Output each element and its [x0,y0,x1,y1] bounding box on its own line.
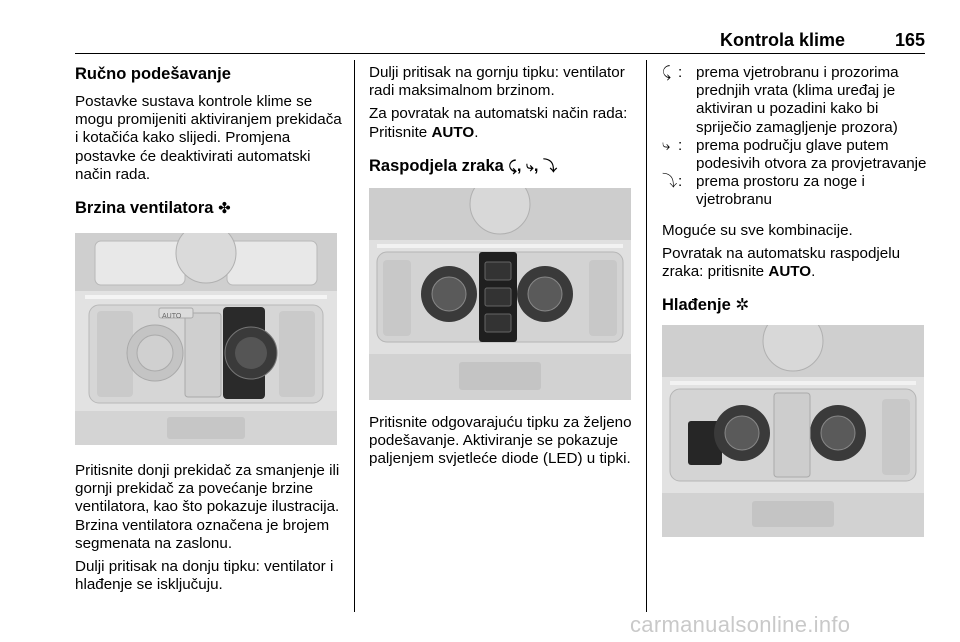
column-3 [662,64,927,537]
section-heading-air-distribution: Raspodjela zraka ⤹, ⤷, ⤵ [369,156,557,175]
page-number: 165 [894,30,925,50]
column-divider [354,60,355,612]
list-colon: : [678,64,683,81]
foot-airflow-icon: ⤵ [662,173,678,191]
air-distribution-illustration [369,188,631,400]
auto-distribution-paragraph: Povratak na automatsku raspodjelu zraka: pritisnite AUTO. [662,244,901,281]
page-header [75,30,925,54]
list-item [662,64,927,137]
watermark: carmanualsonline.info [630,612,851,637]
list-colon: : [678,173,683,191]
column-1 [75,64,345,594]
list-item [662,137,927,173]
intro-paragraph: Postavke sustava kontrole klime se mogu promijeniti aktiviranjem prekidača i kotačića kako slijedi. Promjena postavke će deaktivirati automatski način rada. [75,93,342,183]
head-airflow-icon: ⤷ [662,136,671,154]
column-divider [646,60,647,612]
header-title: Kontrola klime [719,30,845,50]
list-item-text: prema prostoru za noge i vjetrobranu [696,173,865,209]
windscreen-airflow-icon: ⤹ [508,157,517,174]
list-item [662,173,927,209]
foot-airflow-icon: ⤵ [543,157,557,174]
section-heading-cooling [662,295,927,315]
column-2 [369,64,634,468]
fan-heading-text: Brzina ventilatora [75,199,214,218]
section-heading-manual: Ručno podešavanje [75,65,231,83]
head-airflow-icon: ⤷ [525,157,534,174]
auto-return-paragraph: Za povratak na automatski način rada: Pritisnite AUTO. [369,105,628,141]
fan-control-illustration [75,233,337,445]
auto-button-label: AUTO [162,313,182,321]
windscreen-airflow-icon: ⤹ [662,64,672,81]
list-item-text: prema vjetrobranu i prozorima prednjih vrata (klima uređaj je aktiviran u pozadini kako bi spriječio zamagljenje prozora) [696,64,899,136]
fan-icon: ✤ [218,200,231,218]
combinations-paragraph: Moguće su sve kombinacije. [662,221,853,239]
fan-paragraph-1: Pritisnite donji prekidač za smanjenje ili gornji prekidač za povećanje brzine ventilatora, kao što pokazuje ilustracija. Brzina ventilatora označena je brojem segmenata na zaslonu. [75,462,340,552]
air-distribution-paragraph: Pritisnite odgovarajuću tipku za željeno podešavanje. Aktiviranje se pokazuje paljenjem svjetleće diode (LED) u tipki. [369,413,632,468]
fan-paragraph-2: Dulji pritisak na donju tipku: ventilator i hlađenje se isključuju. [75,558,334,594]
list-colon: : [678,136,683,154]
air-distribution-heading-text: Raspodjela zraka [369,156,504,175]
snowflake-icon: ✲ [735,296,750,315]
cooling-heading-text: Hlađenje [662,296,731,315]
cooling-illustration [662,325,924,537]
list-item-text: prema području glave putem podesivih otvora za provjetravanje [696,136,927,173]
section-heading-fan [75,198,345,219]
fan-max-paragraph: Dulji pritisak na gornju tipku: ventilator radi maksimalnom brzinom. [369,64,625,100]
